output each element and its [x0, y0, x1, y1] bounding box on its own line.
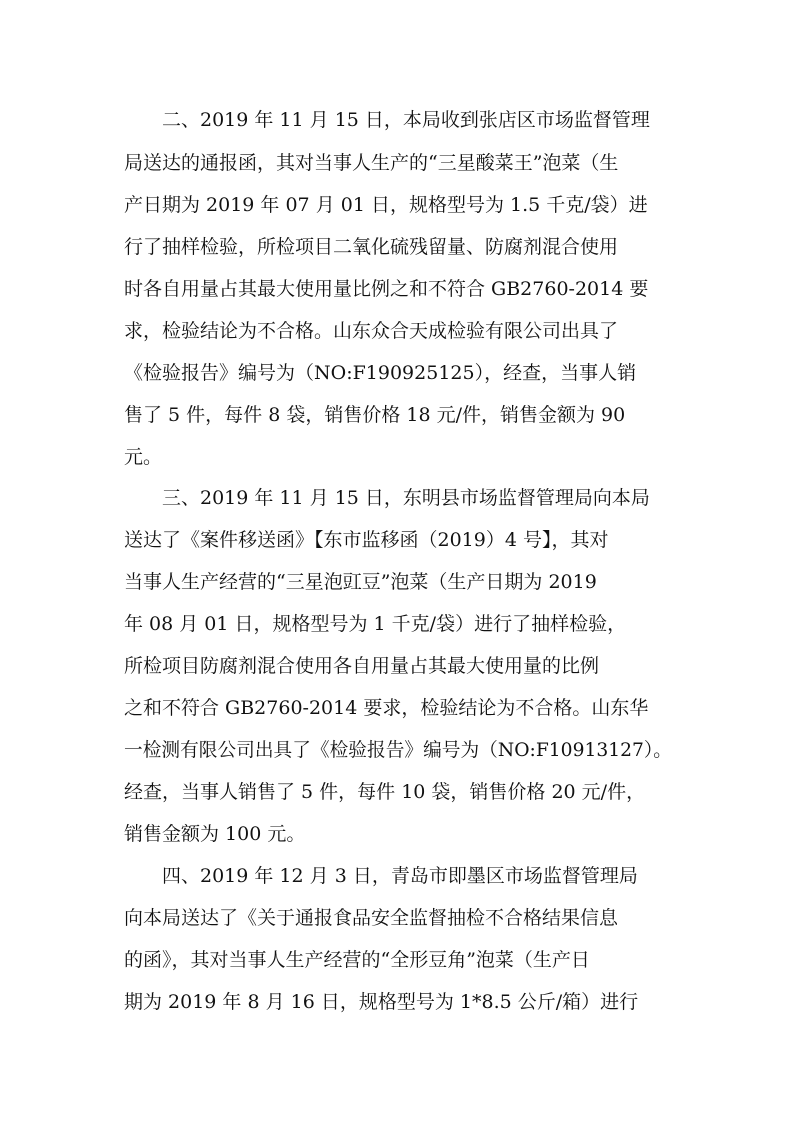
text-line: 三、2019 年 11 月 15 日，东明县市场监督管理局向本局 [162, 487, 650, 509]
text-line: 元。 [124, 446, 163, 468]
text-line: 《检验报告》编号为（NO:F190925125），经查，当事人销 [124, 362, 637, 384]
text-line: 期为 2019 年 8 月 16 日，规格型号为 1*8.5 公斤/箱）进行 [124, 991, 639, 1013]
text-line: 送达了《案件移送函》【东市监移函（2019）4 号】，其对 [124, 529, 609, 551]
text-line: 经查，当事人销售了 5 件，每件 10 袋，销售价格 20 元/件， [124, 781, 646, 803]
text-line: 所检项目防腐剂混合使用各自用量占其最大使用量的比例 [124, 655, 600, 677]
text-line: 时各自用量占其最大使用量比例之和不符合 GB2760-2014 要 [124, 278, 649, 300]
text-line: 行了抽样检验，所检项目二氧化硫残留量、防腐剂混合使用 [124, 236, 619, 258]
text-line: 的函》，其对当事人生产经营的“全形豆角”泡菜（生产日 [124, 949, 590, 971]
text-line: 局送达的通报函，其对当事人生产的“三星酸菜王”泡菜（生 [124, 152, 619, 174]
text-line: 二、2019 年 11 月 15 日，本局收到张店区市场监督管理 [162, 109, 650, 131]
text-line: 向本局送达了《关于通报食品安全监督抽检不合格结果信息 [124, 907, 619, 929]
text-line: 求，检验结论为不合格。山东众合天成检验有限公司出具了 [124, 320, 619, 342]
text-line: 产日期为 2019 年 07 月 01 日，规格型号为 1.5 千克/袋）进 [124, 194, 648, 216]
text-line: 年 08 月 01 日，规格型号为 1 千克/袋）进行了抽样检验， [124, 613, 627, 635]
text-line: 之和不符合 GB2760-2014 要求，检验结论为不合格。山东华 [124, 697, 649, 719]
text-line: 当事人生产经营的“三星泡豇豆”泡菜（生产日期为 2019 [124, 571, 597, 593]
text-line: 售了 5 件，每件 8 袋，销售价格 18 元/件，销售金额为 90 [124, 404, 626, 426]
text-line: 一检测有限公司出具了《检验报告》编号为（NO:F10913127）。 [124, 739, 672, 761]
text-line: 四、2019 年 12 月 3 日，青岛市即墨区市场监督管理局 [162, 865, 638, 887]
text-line: 销售金额为 100 元。 [124, 823, 306, 845]
